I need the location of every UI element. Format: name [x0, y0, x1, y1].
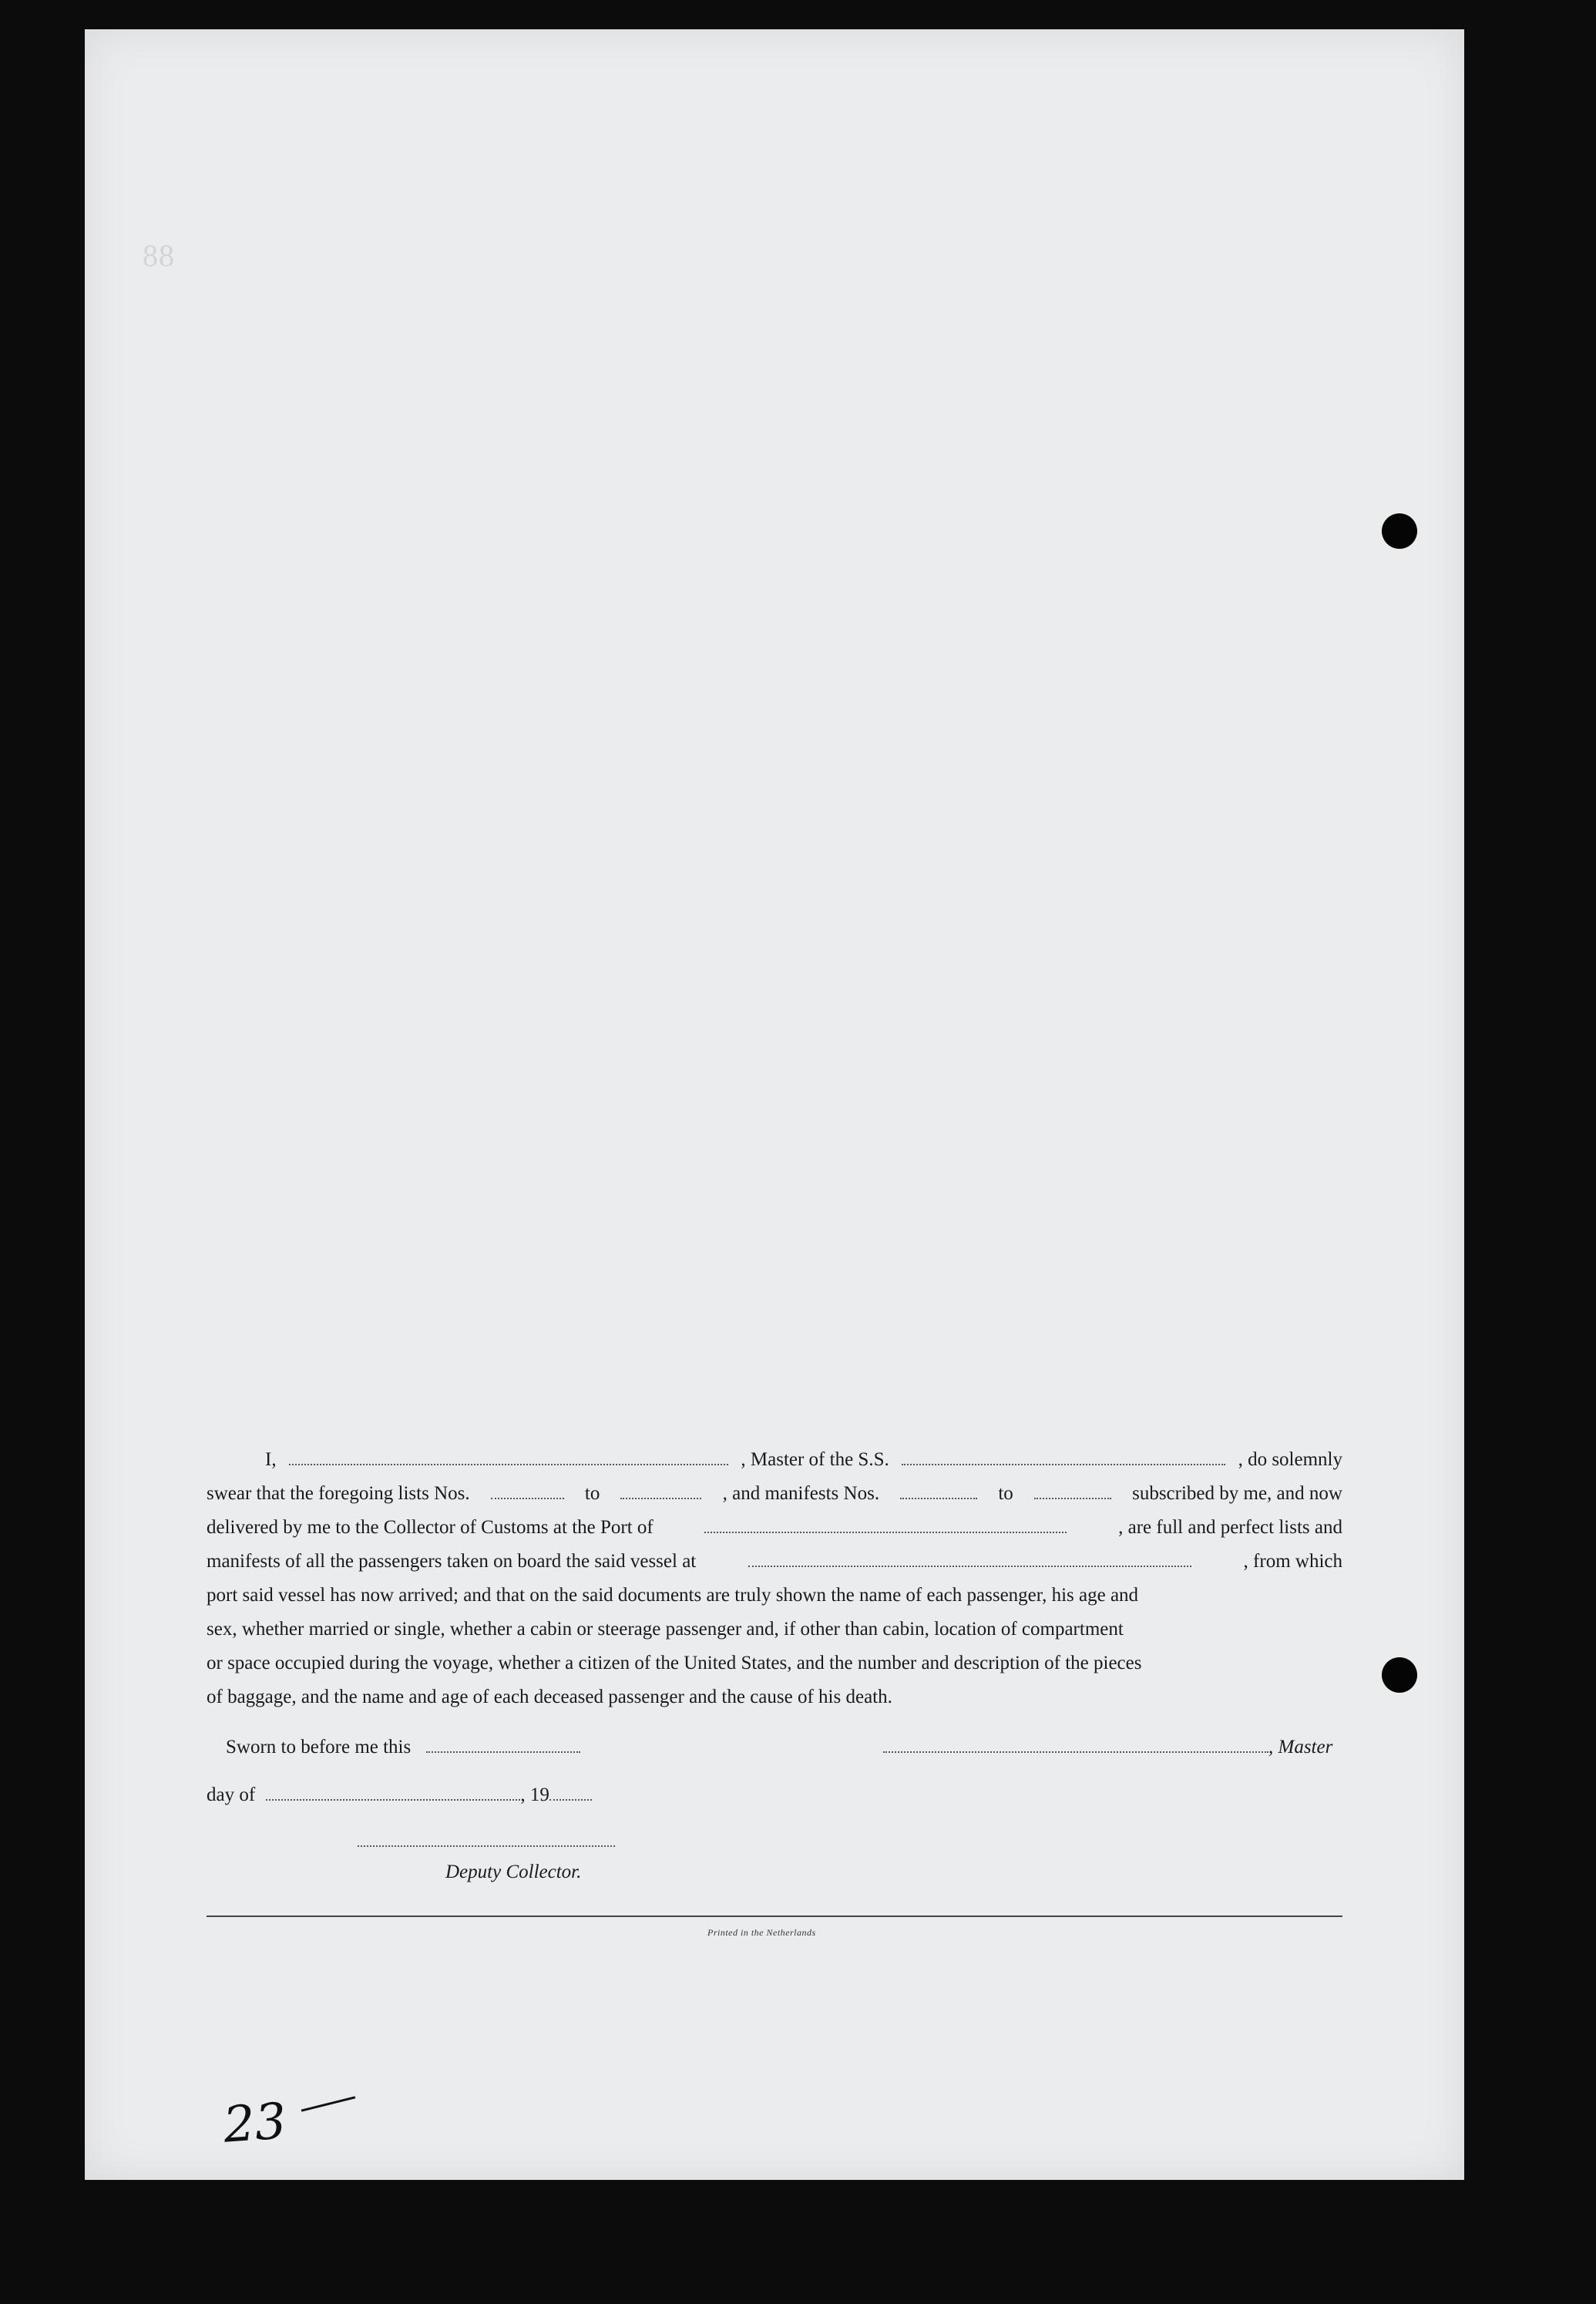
oath-line-6 — [207, 1613, 1342, 1646]
oath-text: sex, whether married or single, whether a cabin or steerage passenger and, if other than cabin, location of compartment — [207, 1619, 1124, 1640]
oath-text: manifests of all the passengers taken on board the said vessel at — [207, 1551, 697, 1572]
lists-to-blank — [620, 1481, 701, 1499]
bleed-through-number: 88 — [143, 238, 175, 273]
document-page — [85, 29, 1464, 2180]
oath-line-5 — [207, 1579, 1342, 1613]
deputy-signature-blank — [358, 1828, 615, 1847]
day-of-text: day of — [207, 1784, 256, 1805]
master-name-blank — [289, 1447, 728, 1465]
oath-text: delivered by me to the Collector of Customs at the Port of — [207, 1517, 654, 1538]
master-signature-blank — [883, 1734, 1268, 1753]
oath-text: port said vessel has now arrived; and that on the said documents are truly shown the name of each passenger, his age and — [207, 1585, 1139, 1606]
footer-rule — [207, 1916, 1342, 1917]
manifests-to-blank — [1034, 1481, 1111, 1499]
manifests-from-blank — [900, 1481, 977, 1499]
oath-text: I, — [265, 1449, 277, 1470]
handwritten-page-number: 23 — [221, 2093, 288, 2154]
oath-text: , are full and perfect lists and — [1118, 1517, 1342, 1538]
master-signature — [883, 1734, 1332, 1758]
oath-text: to — [584, 1483, 600, 1504]
day-of-line — [207, 1782, 592, 1806]
oath-text: , do solemnly — [1238, 1449, 1342, 1470]
oath-line-8 — [207, 1680, 1342, 1714]
punch-hole-upper — [1382, 513, 1417, 549]
sworn-text: Sworn to before me this — [226, 1737, 412, 1757]
port-blank — [704, 1515, 1067, 1533]
day-of-blank — [266, 1782, 520, 1801]
oath-line-2 — [207, 1477, 1342, 1511]
oath-paragraph — [207, 1443, 1342, 1714]
deputy-signature-line — [358, 1828, 615, 1852]
lists-from-blank — [491, 1481, 564, 1499]
oath-line-4 — [207, 1545, 1342, 1579]
sworn-date-blank — [426, 1734, 580, 1753]
oath-text: or space occupied during the voyage, whether a citizen of the United States, and the number and description of the pieces — [207, 1653, 1142, 1673]
oath-text: swear that the foregoing lists Nos. — [207, 1483, 470, 1504]
oath-text: subscribed by me, and now — [1132, 1483, 1342, 1504]
oath-text: , Master of the S.S. — [741, 1449, 889, 1470]
oath-text: , and manifests Nos. — [722, 1483, 880, 1504]
ship-name-blank — [902, 1447, 1225, 1465]
year-blank — [549, 1782, 592, 1801]
oath-line-7 — [207, 1646, 1342, 1680]
master-label: , Master — [1268, 1737, 1333, 1757]
oath-text: of baggage, and the name and age of each deceased passenger and the cause of his death. — [207, 1687, 892, 1707]
oath-line-3 — [207, 1511, 1342, 1545]
year-text: , 19 — [520, 1784, 549, 1805]
punch-hole-lower — [1382, 1657, 1417, 1693]
sworn-label — [226, 1734, 580, 1758]
printer-imprint: Printed in the Netherlands — [707, 1927, 816, 1938]
oath-text: to — [998, 1483, 1013, 1504]
deputy-collector-label: Deputy Collector. — [445, 1862, 582, 1882]
oath-text: , from which — [1243, 1551, 1342, 1572]
embarkation-port-blank — [748, 1549, 1191, 1567]
oath-line-1 — [207, 1443, 1342, 1477]
